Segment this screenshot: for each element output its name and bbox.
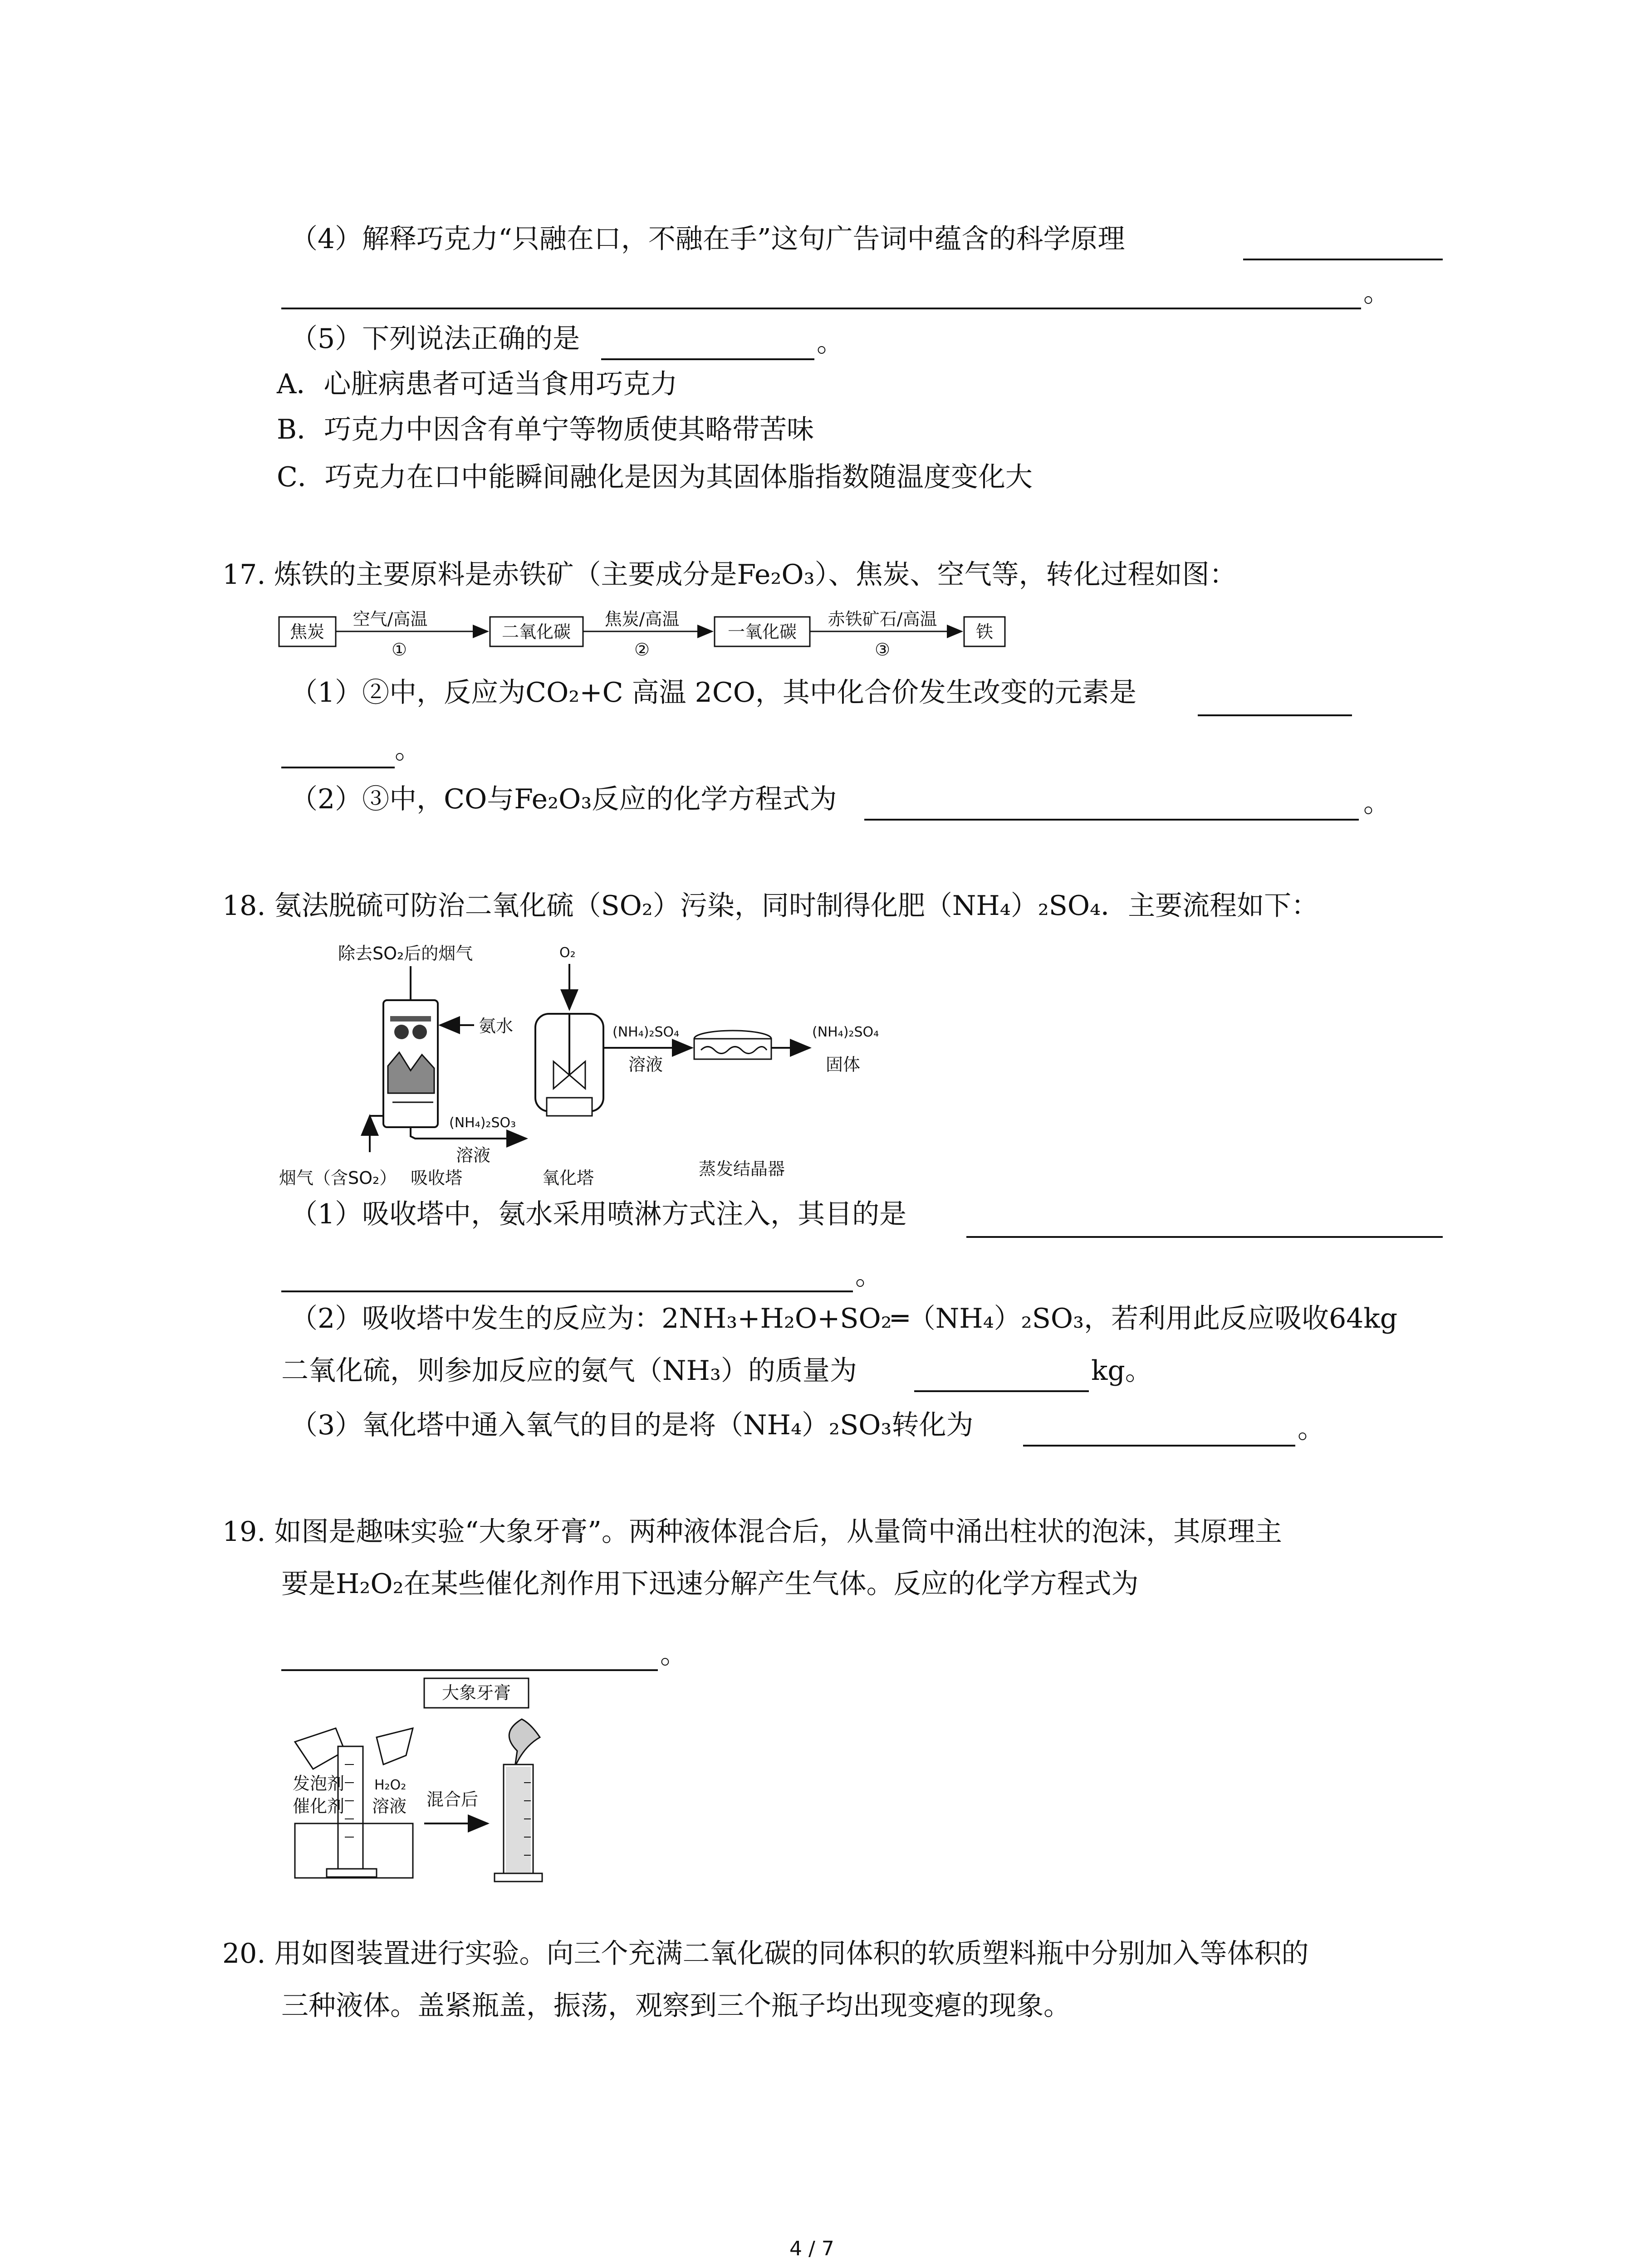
page-number: 4 / 7 — [789, 2237, 834, 2260]
q18-part2-line2b: kg。 — [1091, 1355, 1152, 1387]
evaporator-label: 蒸发结晶器 — [699, 1159, 785, 1179]
flow-box-coke-label: 焦炭 — [289, 622, 325, 642]
foam-column — [509, 1719, 540, 1767]
answer-blank[interactable] — [281, 767, 395, 768]
q16-part4-end: 。 — [1363, 277, 1391, 308]
flow-arrow3-label: 赤铁矿石/高温 — [828, 609, 937, 629]
sulfite-solution-label: 溶液 — [456, 1145, 491, 1165]
sulfite-label: (NH₄)₂SO₃ — [449, 1115, 516, 1131]
sulfate-label: (NH₄)₂SO₄ — [612, 1024, 680, 1040]
q17-part1: （1）②中，反应为CO₂+C 高温 2CO，其中化合价发生改变的元素是 — [290, 677, 1136, 709]
q18-part3: （3）氧化塔中通入氧气的目的是将（NH₄）₂SO₃转化为 — [290, 1409, 974, 1441]
q16-part4: （4）解释巧克力“只融在口，不融在手”这句广告词中蕴含的科学原理 — [290, 223, 1125, 255]
answer-blank[interactable] — [281, 1669, 658, 1671]
q16-option-a: A．心脏病患者可适当食用巧克力 — [277, 368, 678, 400]
answer-blank[interactable] — [281, 308, 1361, 309]
answer-blank[interactable] — [601, 358, 814, 360]
q18-part3-end: 。 — [1298, 1413, 1325, 1445]
q18-part2-line1: （2）吸收塔中发生的反应为：2NH₃+H₂O+SO₂═（NH₄）₂SO₃，若利用此反应吸收64kg — [290, 1303, 1398, 1334]
q18-part2-line2a: 二氧化硫，则参加反应的氨气（NH₃）的质量为 — [281, 1355, 857, 1387]
flow-step3: ③ — [874, 640, 891, 660]
q16-part5-end: 。 — [817, 327, 844, 358]
answer-blank[interactable] — [914, 1390, 1089, 1392]
iron-smelting-flowchart — [277, 603, 1012, 676]
q17-part2-end: 。 — [1363, 787, 1391, 819]
flow-box-co-label: 一氧化碳 — [727, 622, 797, 642]
sulfate-solution-label: 溶液 — [628, 1055, 663, 1075]
q18-stem: 18. 氨法脱硫可防治二氧化硫（SO₂）污染，同时制得化肥（NH₄）₂SO₄．主要流程如下： — [222, 890, 1319, 922]
flow-step1: ① — [391, 640, 407, 660]
absorption-tower — [383, 1000, 438, 1127]
oxidation-tower — [535, 1014, 603, 1116]
q19-end: 。 — [660, 1638, 687, 1670]
ammonia-water-label: 氨水 — [479, 1016, 514, 1036]
absorber-label: 吸收塔 — [411, 1168, 463, 1188]
flue-gas-in-label: 烟气（含SO₂） — [279, 1168, 397, 1188]
answer-blank[interactable] — [1243, 259, 1443, 260]
q17-stem: 17. 炼铁的主要原料是赤铁矿（主要成分是Fe₂O₃）、焦炭、空气等，转化过程如图： — [222, 559, 1237, 591]
product-label: (NH₄)₂SO₄ — [812, 1024, 879, 1040]
ammonia-desulfurization-diagram — [274, 939, 1046, 1193]
flow-arrow1-label: 空气/高温 — [353, 609, 428, 629]
h2o2-label: H₂O₂ — [374, 1777, 407, 1793]
oxidizer-label: 氧化塔 — [542, 1168, 594, 1188]
after-mixing-label: 混合后 — [426, 1789, 479, 1809]
flow-arrow2-label: 焦炭/高温 — [604, 609, 680, 629]
elephant-toothpaste-diagram — [286, 1674, 626, 1892]
q20-line1: 20. 用如图装置进行实验。向三个充满二氧化碳的同体积的软质塑料瓶中分别加入等体积的 — [222, 1938, 1309, 1970]
flow-step2: ② — [634, 640, 650, 660]
oxygen-label: O₂ — [559, 945, 576, 961]
product-solid-label: 固体 — [826, 1055, 861, 1075]
flue-gas-out-label: 除去SO₂后的烟气 — [338, 943, 473, 963]
q20-line2: 三种液体。盖紧瓶盖，振荡，观察到三个瓶子均出现变瘪的现象。 — [281, 1990, 1071, 2022]
q16-part5: （5）下列说法正确的是 — [290, 323, 580, 355]
q16-option-b: B．巧克力中因含有单宁等物质使其略带苦味 — [277, 414, 814, 445]
flow-box-co2-label: 二氧化碳 — [501, 622, 571, 642]
catalyst-label: 催化剂 — [293, 1796, 345, 1816]
q17-part2: （2）③中，CO与Fe₂O₃反应的化学方程式为 — [290, 783, 837, 815]
q19-line1: 19. 如图是趣味实验“大象牙膏”。两种液体混合后，从量筒中涌出柱状的泡沫，其原理主 — [222, 1516, 1282, 1548]
q18-part1: （1）吸收塔中，氨水采用喷淋方式注入，其目的是 — [290, 1198, 907, 1230]
foaming-agent-label: 发泡剂 — [293, 1774, 345, 1794]
q17-part1-end: 。 — [395, 733, 422, 765]
evaporation-crystallizer — [694, 1031, 771, 1059]
answer-blank[interactable] — [966, 1236, 1443, 1238]
q16-option-c: C．巧克力在口中能瞬间融化是因为其固体脂指数随温度变化大 — [277, 461, 1033, 493]
answer-blank[interactable] — [864, 819, 1359, 821]
toothpaste-label: 大象牙膏 — [441, 1683, 511, 1703]
h2o2-solution-label: 溶液 — [372, 1796, 407, 1816]
answer-blank[interactable] — [1023, 1445, 1295, 1447]
answer-blank[interactable] — [281, 1290, 853, 1292]
q18-part1-end: 。 — [855, 1260, 882, 1291]
right-beaker — [377, 1728, 413, 1765]
q19-line2: 要是H₂O₂在某些催化剂作用下迅速分解产生气体。反应的化学方程式为 — [281, 1568, 1139, 1600]
flow-box-iron-label: 铁 — [975, 622, 994, 642]
answer-blank[interactable] — [1198, 714, 1352, 716]
